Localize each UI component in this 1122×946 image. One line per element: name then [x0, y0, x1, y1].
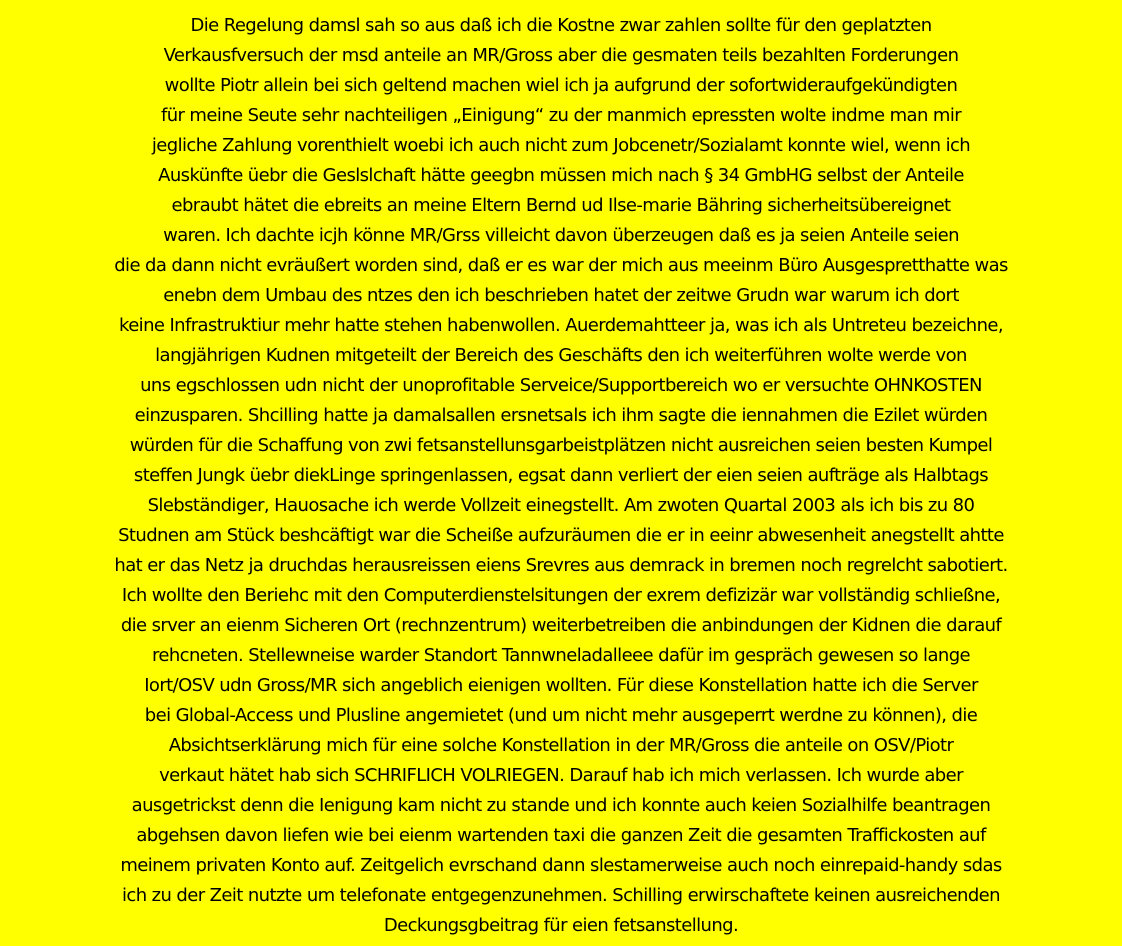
text-line: Auskünfte üebr die Geslslchaft hätte geegbn müssen mich nach § 34 GmbHG selbst der Anteile — [158, 165, 964, 186]
text-line: Absichtserklärung mich für eine solche Konstellation in der MR/Gross die anteile on OSV/Piotr — [168, 735, 954, 756]
text-line: einzusparen. Shcilling hatte ja damalsallen ersnetsals ich ihm sagte die iennahmen die Ezilet würden — [134, 405, 988, 426]
text-line: verkaut hätet hab sich SCHRIFLICH VOLRIEGEN. Darauf hab ich mich verlassen. Ich wurde aber — [159, 765, 963, 786]
text-line: Die Regelung damsl sah so aus daß ich die Kostne zwar zahlen sollte für den geplatzten — [190, 15, 932, 36]
text-line: abgehsen davon liefen wie bei eienm wartenden taxi die ganzen Zeit die gesamten Traffickosten auf — [136, 825, 986, 846]
text-line: die srver an eienm Sicheren Ort (rechnzentrum) weiterbetreiben die anbindungen der Kidnen die darauf — [120, 615, 1002, 636]
text-line: Slebständiger, Hauosache ich werde Vollzeit einegstellt. Am zwoten Quartal 2003 als ich bis zu 80 — [147, 495, 975, 516]
text-line: meinem privaten Konto auf. Zeitgelich evrschand dann slestamerweise auch noch einrepaid-handy sdas — [120, 855, 1002, 876]
text-line: die da dann nicht evräußert worden sind, daß er es war der mich aus meeinm Büro Ausgespretthatte was — [114, 255, 1008, 276]
text-line: ebraubt hätet die ebreits an meine Eltern Bernd ud Ilse-marie Bähring sicherheitsübereignet — [171, 195, 951, 216]
text-line: waren. Ich dachte icjh könne MR/Grss villeicht davon überzeugen daß es ja seien Anteile seien — [163, 225, 959, 246]
text-line: keine Infrastruktiur mehr hatte stehen habenwollen. Auerdemahtteer ja, was ich als Untreteu bezeichne, — [119, 315, 1003, 336]
text-line: enebn dem Umbau des ntzes den ich beschrieben hatet der zeitwe Grudn war warum ich dort — [163, 285, 959, 306]
text-line: rehcneten. Stellewneise warder Standort Tannwneladalleee dafür im gespräch gewesen so lange — [151, 645, 971, 666]
text-line: Deckungsgbeitrag für eien fetsanstellung. — [383, 915, 739, 936]
text-line: Verkausfversuch der msd anteile an MR/Gross aber die gesmaten teils bezahlten Forderungen — [163, 45, 959, 66]
text-line: steffen Jungk üebr diekLinge springenlassen, egsat dann verliert der eien seien aufträge als Halbtags — [133, 465, 989, 486]
text-line: würden für die Schaffung von zwi fetsanstellunsgarbeistplätzen nicht ausreichen seien besten Kumpel — [129, 435, 993, 456]
text-line: Studnen am Stück beshcäftigt war die Scheiße aufzuräumen die er in eeinr abwesenheit anegstellt ahtte — [118, 525, 1004, 546]
text-line: ich zu der Zeit nutzte um telefonate entgegenzunehmen. Schilling erwirschaftete keinen ausreichenden — [122, 885, 1000, 906]
text-line: ausgetrickst denn die Ienigung kam nicht zu stande und ich konnte auch keien Sozialhilfe beantragen — [131, 795, 991, 816]
text-line: jegliche Zahlung vorenthielt woebi ich auch nicht zum Jobcenetr/Sozialamt konnte wiel, wenn ich — [151, 135, 971, 156]
text-line: wollte Piotr allein bei sich geltend machen wiel ich ja aufgrund der sofortwideraufgekündigten — [164, 75, 958, 96]
text-line: bei Global-Access und Plusline angemietet (und um nicht mehr ausgeperrt werdne zu können), die — [144, 705, 978, 726]
document-text-block — [0, 11, 1122, 941]
text-line: Iort/OSV udn Gross/MR sich angeblich eienigen wollten. Für diese Konstellation hatte ich die Server — [144, 675, 978, 696]
text-line: Ich wollte den Beriehc mit den Computerdienstelsitungen der exrem defizizär war vollständig schließne, — [121, 585, 1001, 606]
text-line: uns egschlossen udn nicht der unoprofitable Serveice/Supportbereich wo er versuchte OHNKOSTEN — [140, 375, 982, 396]
text-line: für meine Seute sehr nachteiligen „Einigung“ zu der manmich epressten wolte indme man mir — [160, 105, 962, 126]
text-line: hat er das Netz ja druchdas herausreissen eiens Srevres aus demrack in bremen noch regrelcht sabotiert. — [114, 555, 1008, 576]
text-line: langjährigen Kudnen mitgeteilt der Bereich des Geschäfts den ich weiterführen wolte werde von — [155, 345, 967, 366]
